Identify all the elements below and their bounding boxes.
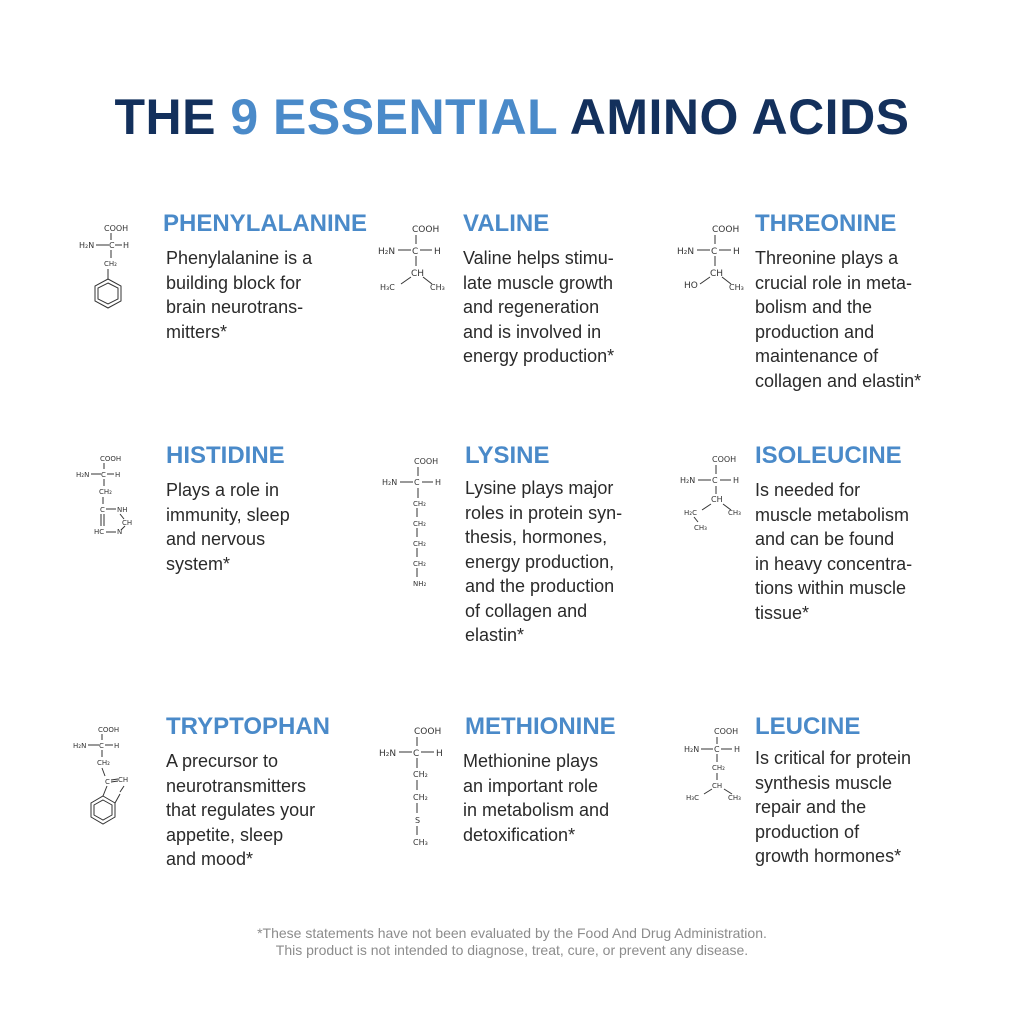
svg-text:H: H bbox=[123, 241, 130, 250]
svg-text:CH₂: CH₂ bbox=[97, 759, 110, 767]
svg-text:COOH: COOH bbox=[104, 224, 129, 233]
svg-text:HO: HO bbox=[684, 281, 698, 291]
svg-text:H₂N: H₂N bbox=[677, 247, 695, 257]
svg-text:CH₃: CH₃ bbox=[694, 524, 707, 532]
svg-text:C: C bbox=[101, 471, 106, 479]
svg-text:CH₂: CH₂ bbox=[413, 500, 426, 508]
disclaimer-line-2: This product is not intended to diagnose, treat, cure, or prevent any disease. bbox=[275, 942, 749, 958]
svg-text:NH: NH bbox=[117, 506, 128, 514]
acid-name: HISTIDINE bbox=[166, 442, 285, 469]
svg-text:CH: CH bbox=[118, 776, 129, 784]
tryptophan-structure-icon bbox=[72, 724, 142, 834]
svg-text:COOH: COOH bbox=[98, 726, 120, 734]
svg-text:CH₃: CH₃ bbox=[413, 838, 428, 847]
svg-text:COOH: COOH bbox=[412, 225, 440, 235]
valine-structure-icon bbox=[376, 222, 456, 297]
histidine-structure-icon bbox=[74, 452, 144, 542]
isoleucine-structure-icon bbox=[678, 452, 753, 537]
svg-text:CH₃: CH₃ bbox=[728, 509, 741, 517]
svg-text:COOH: COOH bbox=[712, 455, 737, 464]
svg-text:CH₂: CH₂ bbox=[413, 770, 428, 779]
svg-text:CH: CH bbox=[710, 269, 724, 279]
svg-text:CH₂: CH₂ bbox=[712, 764, 725, 772]
acid-description: Methionine plays an important role in metabolism and detoxification* bbox=[463, 751, 610, 845]
acid-name: THREONINE bbox=[755, 210, 897, 237]
acid-description: Is needed for muscle metabolism and can be found in heavy concentra- tions within muscle tissue* bbox=[755, 480, 913, 623]
acid-description: Phenylalanine is a building block for brain neurotrans- mitters* bbox=[166, 248, 313, 342]
svg-text:N: N bbox=[117, 528, 123, 536]
acid-description: Plays a role in immunity, sleep and nervous system* bbox=[166, 480, 290, 574]
svg-text:C: C bbox=[413, 749, 420, 759]
svg-text:CH₂: CH₂ bbox=[99, 488, 112, 496]
svg-text:H₂N: H₂N bbox=[382, 478, 398, 487]
title-part-3: AMINO ACIDS bbox=[569, 89, 910, 145]
svg-text:COOH: COOH bbox=[712, 225, 740, 235]
methionine-structure-icon bbox=[378, 724, 453, 854]
svg-text:H₂N: H₂N bbox=[680, 476, 696, 485]
svg-text:CH₂: CH₂ bbox=[104, 260, 117, 268]
acid-name: METHIONINE bbox=[465, 713, 616, 740]
svg-text:S: S bbox=[415, 816, 421, 825]
svg-text:C: C bbox=[712, 476, 718, 485]
svg-text:HC: HC bbox=[94, 528, 105, 536]
svg-text:C: C bbox=[100, 506, 105, 514]
svg-text:H: H bbox=[114, 742, 120, 750]
svg-text:C: C bbox=[714, 745, 720, 754]
svg-text:H₃C: H₃C bbox=[380, 283, 395, 292]
svg-text:C: C bbox=[105, 778, 110, 786]
svg-text:COOH: COOH bbox=[414, 727, 442, 737]
svg-text:CH₃: CH₃ bbox=[728, 794, 741, 802]
acid-name: LYSINE bbox=[465, 442, 550, 469]
disclaimer bbox=[0, 925, 1024, 959]
svg-text:H: H bbox=[733, 476, 740, 485]
svg-text:CH₃: CH₃ bbox=[729, 283, 744, 292]
leucine-structure-icon bbox=[682, 724, 757, 809]
svg-text:H₂N: H₂N bbox=[76, 471, 90, 479]
acid-name: TRYPTOPHAN bbox=[166, 713, 331, 740]
svg-text:COOH: COOH bbox=[714, 727, 739, 736]
svg-text:H₂N: H₂N bbox=[79, 241, 95, 250]
svg-text:H₃C: H₃C bbox=[686, 794, 699, 802]
acid-name: VALINE bbox=[463, 210, 550, 237]
svg-text:CH₂: CH₂ bbox=[413, 560, 426, 568]
svg-text:C: C bbox=[99, 742, 104, 750]
svg-text:CH: CH bbox=[712, 782, 723, 790]
acid-name: LEUCINE bbox=[755, 713, 861, 740]
svg-text:C: C bbox=[414, 478, 420, 487]
acid-description: Valine helps stimu- late muscle growth and regeneration and is involved in energy production* bbox=[463, 248, 615, 366]
page-title bbox=[0, 88, 1024, 146]
acid-description: A precursor to neurotransmitters that regulates your appetite, sleep and mood* bbox=[166, 751, 316, 869]
title-part-1: THE bbox=[114, 89, 216, 145]
acid-description: Lysine plays major roles in protein syn- thesis, hormones, energy production, and the production of collagen and elastin* bbox=[465, 478, 623, 645]
svg-text:H: H bbox=[733, 247, 740, 257]
acid-name: PHENYLALANINE bbox=[163, 210, 368, 237]
svg-text:NH₂: NH₂ bbox=[413, 580, 427, 588]
svg-text:H: H bbox=[436, 749, 443, 759]
svg-text:C: C bbox=[412, 247, 419, 257]
svg-text:H: H bbox=[115, 471, 121, 479]
threonine-structure-icon bbox=[676, 222, 756, 297]
svg-text:C: C bbox=[711, 247, 718, 257]
acid-description: Is critical for protein synthesis muscle repair and the production of growth hormones* bbox=[755, 748, 912, 866]
svg-text:H₂N: H₂N bbox=[379, 749, 397, 759]
svg-text:CH: CH bbox=[122, 519, 133, 527]
svg-text:CH: CH bbox=[711, 495, 723, 504]
svg-text:H: H bbox=[434, 247, 441, 257]
svg-text:H₂N: H₂N bbox=[684, 745, 700, 754]
svg-text:COOH: COOH bbox=[100, 455, 122, 463]
svg-text:H₂N: H₂N bbox=[73, 742, 87, 750]
disclaimer-line-1: *These statements have not been evaluated by the Food And Drug Administration. bbox=[257, 925, 767, 941]
svg-text:CH₂: CH₂ bbox=[413, 520, 426, 528]
svg-text:C: C bbox=[109, 241, 115, 250]
svg-text:CH: CH bbox=[411, 269, 425, 279]
svg-text:H: H bbox=[734, 745, 741, 754]
phenylalanine-structure-icon bbox=[76, 222, 146, 317]
svg-text:CH₃: CH₃ bbox=[430, 283, 445, 292]
svg-text:CH₂: CH₂ bbox=[413, 540, 426, 548]
lysine-structure-icon bbox=[380, 454, 450, 594]
svg-text:H: H bbox=[435, 478, 442, 487]
title-part-2: 9 ESSENTIAL bbox=[230, 89, 558, 145]
acid-name: ISOLEUCINE bbox=[755, 442, 902, 469]
svg-text:H₂C: H₂C bbox=[684, 509, 697, 517]
acid-description: Threonine plays a crucial role in meta- bolism and the production and maintenance of collagen and elastin* bbox=[755, 248, 922, 391]
svg-text:H₂N: H₂N bbox=[378, 247, 396, 257]
svg-text:CH₂: CH₂ bbox=[413, 793, 428, 802]
svg-text:COOH: COOH bbox=[414, 457, 439, 466]
